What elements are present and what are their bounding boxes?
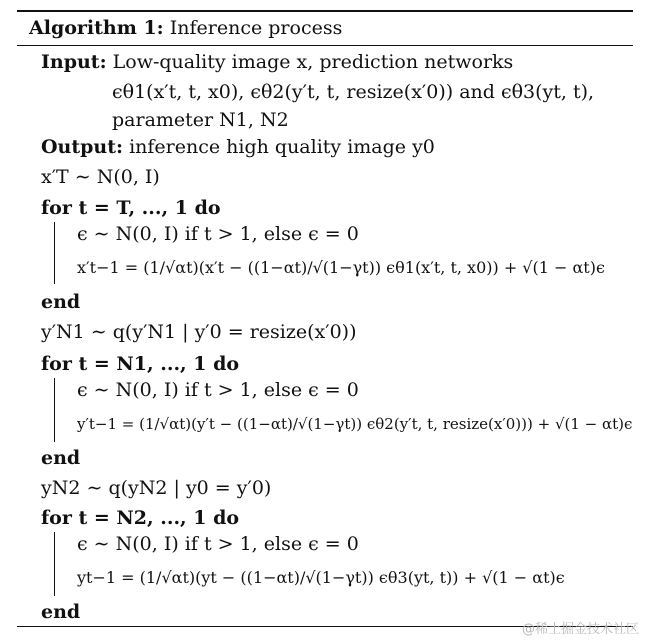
end-2: end	[41, 447, 81, 469]
input-text-1: Low-quality image x, prediction networks	[112, 51, 514, 73]
update-x: x′t−1 = (1/√αt)(x′t − ((1−αt)/√(1−γt)) ϵθ1(x′t, t, x0)) + √(1 − αt)ϵ	[77, 258, 605, 277]
algorithm-label: Algorithm 1:	[29, 17, 164, 39]
top-rule	[17, 10, 633, 12]
input-label: Input:	[41, 51, 107, 73]
sample-noise-2: ϵ ∼ N(0, I) if t > 1, else ϵ = 0	[77, 379, 359, 401]
input-line-3: parameter N1, N2	[112, 109, 289, 131]
for-loop-2: for t = N1, ..., 1 do	[41, 353, 240, 375]
output-text: inference high quality image y0	[129, 136, 435, 158]
output-line	[41, 135, 435, 159]
algorithm-title: Inference process	[169, 17, 343, 39]
init-y-prime: y′N1 ∼ q(y′N1 | y′0 = resize(x′0))	[41, 321, 357, 343]
header-rule	[17, 45, 633, 46]
init-x: x′T ∼ N(0, I)	[41, 166, 160, 188]
loop-1-bar	[54, 222, 55, 284]
algorithm-header	[29, 16, 342, 40]
update-y: yt−1 = (1/√αt)(yt − ((1−αt)/√(1−γt)) ϵθ3(yt, t)) + √(1 − αt)ϵ	[77, 568, 565, 587]
update-y-prime: y′t−1 = (1/√αt)(y′t − ((1−αt)/√(1−γt)) ϵθ2(y′t, t, resize(x′0))) + √(1 − αt)ϵ	[77, 415, 633, 433]
input-line-2: ϵθ1(x′t, t, x0), ϵθ2(y′t, t, resize(x′0)) and ϵθ3(yt, t),	[112, 81, 595, 103]
sample-noise-3: ϵ ∼ N(0, I) if t > 1, else ϵ = 0	[77, 533, 359, 555]
output-label: Output:	[41, 136, 124, 158]
init-y: yN2 ∼ q(yN2 | y0 = y′0)	[41, 477, 272, 499]
end-3: end	[41, 601, 81, 623]
input-line-1	[41, 50, 513, 74]
sample-noise-1: ϵ ∼ N(0, I) if t > 1, else ϵ = 0	[77, 223, 359, 245]
for-loop-1: for t = T, ..., 1 do	[41, 197, 221, 219]
loop-3-bar	[54, 532, 55, 596]
watermark: @稀土掘金技术社区	[521, 622, 639, 637]
end-1: end	[41, 291, 81, 313]
for-loop-3: for t = N2, ..., 1 do	[41, 507, 240, 529]
loop-2-bar	[54, 378, 55, 442]
